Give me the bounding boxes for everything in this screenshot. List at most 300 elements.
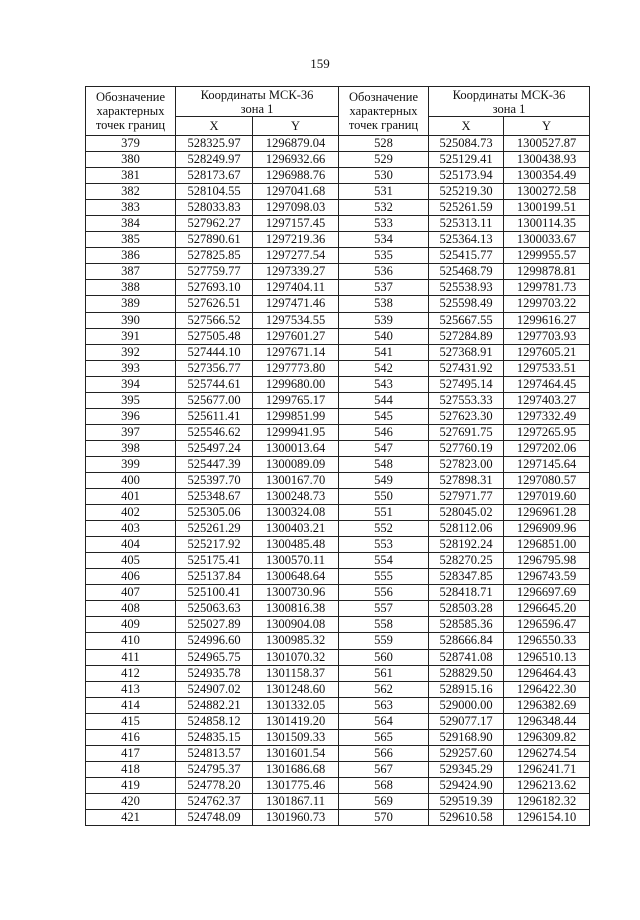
point-id-left-cell: 380 xyxy=(86,152,176,168)
point-id-right-cell: 552 xyxy=(339,521,429,537)
point-id-right-cell: 565 xyxy=(339,729,429,745)
y-left-cell: 1299851.99 xyxy=(253,408,339,424)
x-left-cell: 524748.09 xyxy=(176,809,253,825)
point-id-right-cell: 556 xyxy=(339,585,429,601)
point-id-left-cell: 416 xyxy=(86,729,176,745)
x-right-cell: 525468.79 xyxy=(429,264,504,280)
table-row xyxy=(86,489,590,505)
y-header-left: Y xyxy=(253,117,339,136)
y-right-cell: 1300527.87 xyxy=(504,136,590,152)
x-left-cell: 524907.02 xyxy=(176,681,253,697)
y-left-cell: 1300570.11 xyxy=(253,553,339,569)
point-id-right-cell: 539 xyxy=(339,312,429,328)
table-row xyxy=(86,665,590,681)
point-id-right-cell: 559 xyxy=(339,633,429,649)
table-row xyxy=(86,601,590,617)
y-right-cell: 1296596.47 xyxy=(504,617,590,633)
y-right-cell: 1297332.49 xyxy=(504,408,590,424)
point-id-left-cell: 389 xyxy=(86,296,176,312)
y-right-cell: 1296510.13 xyxy=(504,649,590,665)
point-id-right-cell: 543 xyxy=(339,376,429,392)
point-id-right-cell: 542 xyxy=(339,360,429,376)
y-right-cell: 1296550.33 xyxy=(504,633,590,649)
point-id-left-cell: 409 xyxy=(86,617,176,633)
table-row xyxy=(86,649,590,665)
x-left-cell: 524795.37 xyxy=(176,761,253,777)
x-right-cell: 527431.92 xyxy=(429,360,504,376)
point-id-left-cell: 386 xyxy=(86,248,176,264)
table-row xyxy=(86,184,590,200)
y-right-cell: 1296154.10 xyxy=(504,809,590,825)
y-right-cell: 1299878.81 xyxy=(504,264,590,280)
x-right-cell: 527553.33 xyxy=(429,392,504,408)
point-id-right-cell: 538 xyxy=(339,296,429,312)
point-id-left-cell: 396 xyxy=(86,408,176,424)
y-right-cell: 1296348.44 xyxy=(504,713,590,729)
table-row xyxy=(86,809,590,825)
x-right-cell: 527368.91 xyxy=(429,344,504,360)
table-row xyxy=(86,344,590,360)
point-id-left-cell: 382 xyxy=(86,184,176,200)
y-right-cell: 1296213.62 xyxy=(504,777,590,793)
x-right-cell: 528192.24 xyxy=(429,537,504,553)
x-right-cell: 525129.41 xyxy=(429,152,504,168)
y-right-cell: 1297265.95 xyxy=(504,424,590,440)
y-left-cell: 1297157.45 xyxy=(253,216,339,232)
x-left-cell: 527356.77 xyxy=(176,360,253,376)
x-right-cell: 528270.25 xyxy=(429,553,504,569)
y-right-cell: 1297403.27 xyxy=(504,392,590,408)
table-row xyxy=(86,617,590,633)
point-id-left-cell: 395 xyxy=(86,392,176,408)
y-left-cell: 1301248.60 xyxy=(253,681,339,697)
point-id-right-cell: 531 xyxy=(339,184,429,200)
point-id-left-cell: 418 xyxy=(86,761,176,777)
coord-header-left xyxy=(176,87,339,117)
point-id-left-cell: 391 xyxy=(86,328,176,344)
x-left-cell: 524835.15 xyxy=(176,729,253,745)
y-left-cell: 1297471.46 xyxy=(253,296,339,312)
x-left-cell: 524935.78 xyxy=(176,665,253,681)
y-left-cell: 1297041.68 xyxy=(253,184,339,200)
y-left-cell: 1299765.17 xyxy=(253,392,339,408)
y-right-cell: 1296464.43 xyxy=(504,665,590,681)
x-right-cell: 528666.84 xyxy=(429,633,504,649)
x-left-cell: 525546.62 xyxy=(176,424,253,440)
x-right-cell: 525667.55 xyxy=(429,312,504,328)
point-id-left-cell: 414 xyxy=(86,697,176,713)
y-left-cell: 1300248.73 xyxy=(253,489,339,505)
x-right-cell: 527898.31 xyxy=(429,472,504,488)
x-left-cell: 525063.63 xyxy=(176,601,253,617)
coord-header-left-line2: зона 1 xyxy=(240,101,274,116)
coord-header-right-line1: Координаты МСК-36 xyxy=(452,87,566,102)
x-right-cell: 525598.49 xyxy=(429,296,504,312)
table-row xyxy=(86,312,590,328)
point-id-left-cell: 388 xyxy=(86,280,176,296)
point-id-right-cell: 528 xyxy=(339,136,429,152)
y-right-cell: 1297703.93 xyxy=(504,328,590,344)
coordinates-table xyxy=(85,86,590,826)
y-right-cell: 1296743.59 xyxy=(504,569,590,585)
x-right-cell: 527971.77 xyxy=(429,489,504,505)
x-right-cell: 525313.11 xyxy=(429,216,504,232)
y-right-cell: 1297145.64 xyxy=(504,456,590,472)
y-left-cell: 1299680.00 xyxy=(253,376,339,392)
x-right-cell: 527495.14 xyxy=(429,376,504,392)
table-row xyxy=(86,729,590,745)
point-id-left-cell: 379 xyxy=(86,136,176,152)
table-row xyxy=(86,745,590,761)
y-right-cell: 1299781.73 xyxy=(504,280,590,296)
x-right-cell: 528347.85 xyxy=(429,569,504,585)
y-left-cell: 1297601.27 xyxy=(253,328,339,344)
y-left-cell: 1301419.20 xyxy=(253,713,339,729)
x-left-cell: 528249.97 xyxy=(176,152,253,168)
x-right-cell: 525261.59 xyxy=(429,200,504,216)
y-left-cell: 1297098.03 xyxy=(253,200,339,216)
y-right-cell: 1296795.98 xyxy=(504,553,590,569)
y-right-cell: 1297464.45 xyxy=(504,376,590,392)
x-right-cell: 528045.02 xyxy=(429,505,504,521)
x-left-cell: 525137.84 xyxy=(176,569,253,585)
y-right-cell: 1297605.21 xyxy=(504,344,590,360)
point-id-left-cell: 385 xyxy=(86,232,176,248)
y-left-cell: 1301686.68 xyxy=(253,761,339,777)
y-right-cell: 1300354.49 xyxy=(504,168,590,184)
x-right-cell: 529519.39 xyxy=(429,793,504,809)
y-left-cell: 1301960.73 xyxy=(253,809,339,825)
x-left-cell: 525447.39 xyxy=(176,456,253,472)
table-row xyxy=(86,681,590,697)
x-left-cell: 528173.67 xyxy=(176,168,253,184)
y-right-cell: 1299616.27 xyxy=(504,312,590,328)
x-right-cell: 525084.73 xyxy=(429,136,504,152)
point-id-right-cell: 532 xyxy=(339,200,429,216)
x-right-cell: 528418.71 xyxy=(429,585,504,601)
y-left-cell: 1300985.32 xyxy=(253,633,339,649)
table-row xyxy=(86,505,590,521)
y-left-cell: 1297773.80 xyxy=(253,360,339,376)
designation-header-right: Обозначение характерных точек границ xyxy=(339,87,429,136)
x-left-cell: 524762.37 xyxy=(176,793,253,809)
table-row xyxy=(86,136,590,152)
point-id-right-cell: 557 xyxy=(339,601,429,617)
point-id-left-cell: 399 xyxy=(86,456,176,472)
point-id-left-cell: 383 xyxy=(86,200,176,216)
point-id-right-cell: 529 xyxy=(339,152,429,168)
point-id-right-cell: 561 xyxy=(339,665,429,681)
x-left-cell: 524882.21 xyxy=(176,697,253,713)
x-right-cell: 527284.89 xyxy=(429,328,504,344)
y-right-cell: 1300272.58 xyxy=(504,184,590,200)
x-right-cell: 525219.30 xyxy=(429,184,504,200)
x-left-cell: 525397.70 xyxy=(176,472,253,488)
x-left-cell: 525175.41 xyxy=(176,553,253,569)
y-left-cell: 1300167.70 xyxy=(253,472,339,488)
x-left-cell: 528325.97 xyxy=(176,136,253,152)
point-id-left-cell: 403 xyxy=(86,521,176,537)
x-left-cell: 525497.24 xyxy=(176,440,253,456)
point-id-right-cell: 548 xyxy=(339,456,429,472)
y-left-cell: 1297404.11 xyxy=(253,280,339,296)
table-row xyxy=(86,633,590,649)
point-id-right-cell: 545 xyxy=(339,408,429,424)
x-right-cell: 528741.08 xyxy=(429,649,504,665)
table-row xyxy=(86,521,590,537)
y-right-cell: 1297202.06 xyxy=(504,440,590,456)
y-left-cell: 1296879.04 xyxy=(253,136,339,152)
x-left-cell: 525348.67 xyxy=(176,489,253,505)
y-right-cell: 1296851.00 xyxy=(504,537,590,553)
point-id-right-cell: 560 xyxy=(339,649,429,665)
x-left-cell: 525261.29 xyxy=(176,521,253,537)
point-id-right-cell: 536 xyxy=(339,264,429,280)
table-row xyxy=(86,360,590,376)
point-id-left-cell: 384 xyxy=(86,216,176,232)
table-row xyxy=(86,440,590,456)
y-right-cell: 1300114.35 xyxy=(504,216,590,232)
x-left-cell: 527962.27 xyxy=(176,216,253,232)
y-left-cell: 1297671.14 xyxy=(253,344,339,360)
x-right-cell: 529000.00 xyxy=(429,697,504,713)
y-left-cell: 1301775.46 xyxy=(253,777,339,793)
x-right-cell: 525538.93 xyxy=(429,280,504,296)
table-row xyxy=(86,537,590,553)
x-header-right: X xyxy=(429,117,504,136)
y-left-cell: 1300485.48 xyxy=(253,537,339,553)
x-right-cell: 529077.17 xyxy=(429,713,504,729)
x-right-cell: 529345.29 xyxy=(429,761,504,777)
y-left-cell: 1301332.05 xyxy=(253,697,339,713)
y-left-cell: 1300403.21 xyxy=(253,521,339,537)
y-right-cell: 1296697.69 xyxy=(504,585,590,601)
point-id-right-cell: 546 xyxy=(339,424,429,440)
y-left-cell: 1297219.36 xyxy=(253,232,339,248)
x-left-cell: 525100.41 xyxy=(176,585,253,601)
y-right-cell: 1300438.93 xyxy=(504,152,590,168)
point-id-right-cell: 537 xyxy=(339,280,429,296)
point-id-right-cell: 533 xyxy=(339,216,429,232)
table-row xyxy=(86,296,590,312)
point-id-right-cell: 551 xyxy=(339,505,429,521)
point-id-right-cell: 535 xyxy=(339,248,429,264)
x-right-cell: 528915.16 xyxy=(429,681,504,697)
x-left-cell: 525744.61 xyxy=(176,376,253,392)
y-left-cell: 1297534.55 xyxy=(253,312,339,328)
table-row xyxy=(86,424,590,440)
point-id-left-cell: 419 xyxy=(86,777,176,793)
y-left-cell: 1300648.64 xyxy=(253,569,339,585)
point-id-left-cell: 420 xyxy=(86,793,176,809)
point-id-left-cell: 415 xyxy=(86,713,176,729)
x-left-cell: 527626.51 xyxy=(176,296,253,312)
y-right-cell: 1299703.22 xyxy=(504,296,590,312)
y-left-cell: 1296932.66 xyxy=(253,152,339,168)
point-id-right-cell: 568 xyxy=(339,777,429,793)
point-id-right-cell: 534 xyxy=(339,232,429,248)
x-left-cell: 524965.75 xyxy=(176,649,253,665)
point-id-right-cell: 566 xyxy=(339,745,429,761)
y-right-cell: 1296961.28 xyxy=(504,505,590,521)
table-row xyxy=(86,152,590,168)
x-left-cell: 528104.55 xyxy=(176,184,253,200)
x-right-cell: 529610.58 xyxy=(429,809,504,825)
table-row xyxy=(86,264,590,280)
y-left-cell: 1297339.27 xyxy=(253,264,339,280)
table-row xyxy=(86,328,590,344)
y-left-cell: 1297277.54 xyxy=(253,248,339,264)
point-id-left-cell: 397 xyxy=(86,424,176,440)
x-left-cell: 524813.57 xyxy=(176,745,253,761)
table-row xyxy=(86,697,590,713)
x-left-cell: 527890.61 xyxy=(176,232,253,248)
point-id-left-cell: 413 xyxy=(86,681,176,697)
point-id-left-cell: 404 xyxy=(86,537,176,553)
x-left-cell: 528033.83 xyxy=(176,200,253,216)
y-left-cell: 1301601.54 xyxy=(253,745,339,761)
y-left-cell: 1296988.76 xyxy=(253,168,339,184)
coord-header-left-line1: Координаты МСК-36 xyxy=(200,87,314,102)
point-id-left-cell: 407 xyxy=(86,585,176,601)
y-right-cell: 1296909.96 xyxy=(504,521,590,537)
x-left-cell: 524996.60 xyxy=(176,633,253,649)
y-right-cell: 1296382.69 xyxy=(504,697,590,713)
x-right-cell: 527691.75 xyxy=(429,424,504,440)
y-left-cell: 1301867.11 xyxy=(253,793,339,809)
point-id-right-cell: 547 xyxy=(339,440,429,456)
point-id-right-cell: 550 xyxy=(339,489,429,505)
y-left-cell: 1300730.96 xyxy=(253,585,339,601)
x-right-cell: 528503.28 xyxy=(429,601,504,617)
y-left-cell: 1300324.08 xyxy=(253,505,339,521)
table-row xyxy=(86,777,590,793)
table-row xyxy=(86,793,590,809)
x-left-cell: 525677.00 xyxy=(176,392,253,408)
x-left-cell: 525611.41 xyxy=(176,408,253,424)
table-row xyxy=(86,248,590,264)
point-id-right-cell: 541 xyxy=(339,344,429,360)
point-id-left-cell: 417 xyxy=(86,745,176,761)
table-row xyxy=(86,168,590,184)
x-right-cell: 527760.19 xyxy=(429,440,504,456)
table-row xyxy=(86,713,590,729)
coord-header-right xyxy=(429,87,590,117)
coord-header-right-line2: зона 1 xyxy=(492,101,526,116)
point-id-left-cell: 393 xyxy=(86,360,176,376)
point-id-left-cell: 405 xyxy=(86,553,176,569)
y-left-cell: 1300816.38 xyxy=(253,601,339,617)
x-left-cell: 525027.89 xyxy=(176,617,253,633)
table-body xyxy=(86,136,590,826)
x-right-cell: 525364.13 xyxy=(429,232,504,248)
table-row xyxy=(86,232,590,248)
y-right-cell: 1297533.51 xyxy=(504,360,590,376)
y-left-cell: 1299941.95 xyxy=(253,424,339,440)
point-id-right-cell: 570 xyxy=(339,809,429,825)
y-right-cell: 1297019.60 xyxy=(504,489,590,505)
y-right-cell: 1296241.71 xyxy=(504,761,590,777)
point-id-left-cell: 411 xyxy=(86,649,176,665)
point-id-right-cell: 544 xyxy=(339,392,429,408)
x-right-cell: 525173.94 xyxy=(429,168,504,184)
y-right-cell: 1299955.57 xyxy=(504,248,590,264)
x-right-cell: 527823.00 xyxy=(429,456,504,472)
x-right-cell: 528585.36 xyxy=(429,617,504,633)
x-right-cell: 528112.06 xyxy=(429,521,504,537)
table-row xyxy=(86,376,590,392)
x-left-cell: 525217.92 xyxy=(176,537,253,553)
point-id-right-cell: 549 xyxy=(339,472,429,488)
point-id-left-cell: 421 xyxy=(86,809,176,825)
table-row xyxy=(86,585,590,601)
x-left-cell: 527759.77 xyxy=(176,264,253,280)
point-id-right-cell: 530 xyxy=(339,168,429,184)
point-id-right-cell: 558 xyxy=(339,617,429,633)
x-left-cell: 527693.10 xyxy=(176,280,253,296)
point-id-right-cell: 563 xyxy=(339,697,429,713)
table-row xyxy=(86,553,590,569)
point-id-right-cell: 540 xyxy=(339,328,429,344)
table-row xyxy=(86,472,590,488)
point-id-right-cell: 562 xyxy=(339,681,429,697)
point-id-right-cell: 569 xyxy=(339,793,429,809)
point-id-left-cell: 400 xyxy=(86,472,176,488)
point-id-left-cell: 398 xyxy=(86,440,176,456)
table-row xyxy=(86,216,590,232)
designation-header-left: Обозначение характерных точек границ xyxy=(86,87,176,136)
point-id-left-cell: 401 xyxy=(86,489,176,505)
x-header-left: X xyxy=(176,117,253,136)
y-left-cell: 1301158.37 xyxy=(253,665,339,681)
point-id-left-cell: 412 xyxy=(86,665,176,681)
table-row xyxy=(86,280,590,296)
x-right-cell: 529257.60 xyxy=(429,745,504,761)
table-row xyxy=(86,200,590,216)
x-left-cell: 525305.06 xyxy=(176,505,253,521)
y-right-cell: 1300199.51 xyxy=(504,200,590,216)
y-left-cell: 1300904.08 xyxy=(253,617,339,633)
y-left-cell: 1301509.33 xyxy=(253,729,339,745)
x-left-cell: 524858.12 xyxy=(176,713,253,729)
point-id-left-cell: 381 xyxy=(86,168,176,184)
x-right-cell: 527623.30 xyxy=(429,408,504,424)
y-right-cell: 1296309.82 xyxy=(504,729,590,745)
x-left-cell: 527505.48 xyxy=(176,328,253,344)
y-header-right: Y xyxy=(504,117,590,136)
point-id-right-cell: 553 xyxy=(339,537,429,553)
y-right-cell: 1300033.67 xyxy=(504,232,590,248)
table-row xyxy=(86,569,590,585)
x-right-cell: 525415.77 xyxy=(429,248,504,264)
table-row xyxy=(86,761,590,777)
x-left-cell: 524778.20 xyxy=(176,777,253,793)
page-number: 159 xyxy=(310,56,330,71)
x-left-cell: 527825.85 xyxy=(176,248,253,264)
point-id-left-cell: 387 xyxy=(86,264,176,280)
point-id-left-cell: 406 xyxy=(86,569,176,585)
y-right-cell: 1296422.30 xyxy=(504,681,590,697)
point-id-right-cell: 555 xyxy=(339,569,429,585)
y-right-cell: 1296645.20 xyxy=(504,601,590,617)
table-row xyxy=(86,392,590,408)
point-id-left-cell: 408 xyxy=(86,601,176,617)
x-right-cell: 529424.90 xyxy=(429,777,504,793)
y-right-cell: 1296274.54 xyxy=(504,745,590,761)
point-id-left-cell: 402 xyxy=(86,505,176,521)
x-left-cell: 527444.10 xyxy=(176,344,253,360)
table-row xyxy=(86,408,590,424)
